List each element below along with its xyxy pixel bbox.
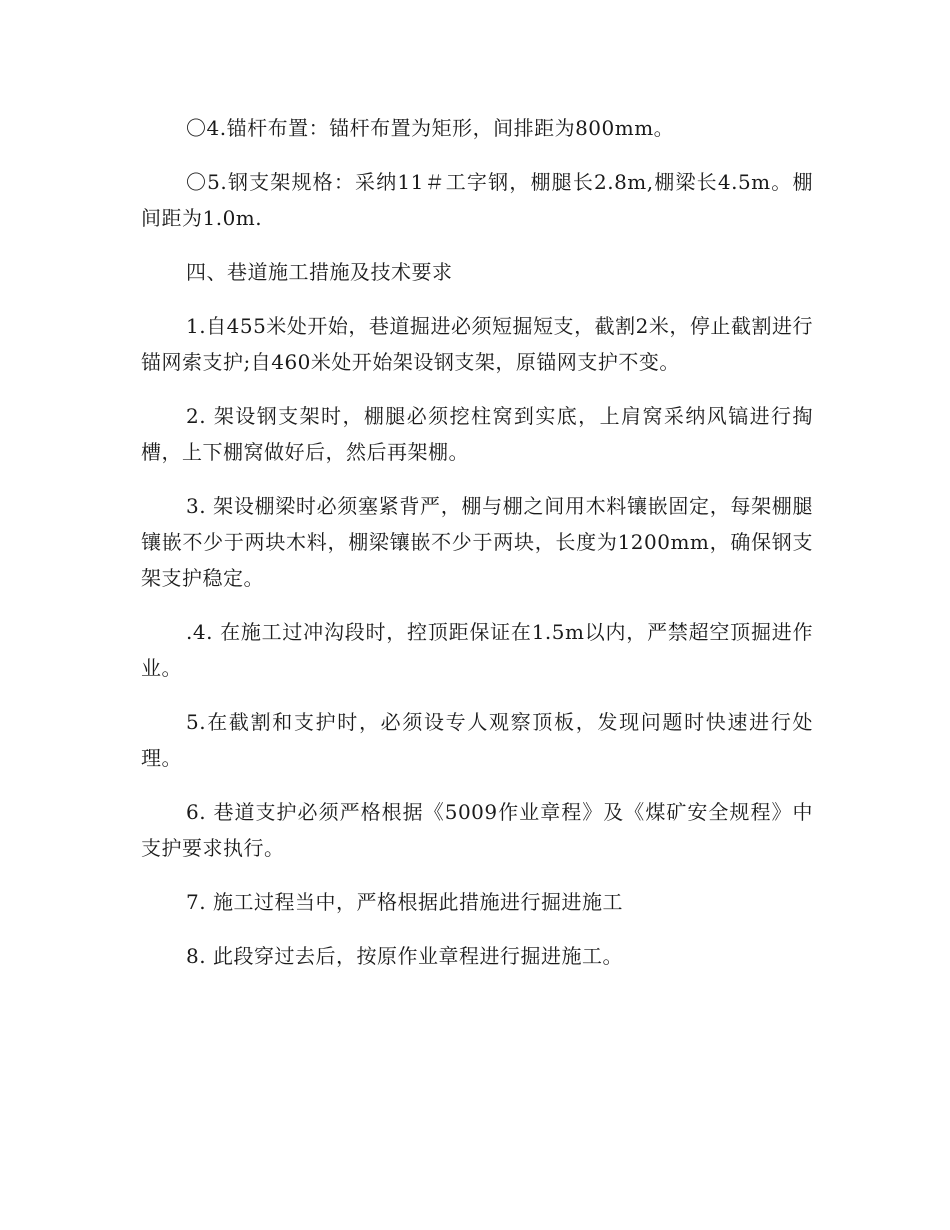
section-heading: 四、巷道施工措施及技术要求 [186,260,453,284]
measure-2: 2. 架设钢支架时，棚腿必须挖柱窝到实底，上肩窝采纳风镐进行掏槽，上下棚窝做好后，然后再架棚。 [141,404,813,464]
measure-1: 1.自455米处开始，巷道掘进必须短掘短支，截割2米，停止截割进行锚网索支护;自460米处开始架设钢支架，原锚网支护不变。 [141,314,813,374]
measure-7: 7. 施工过程当中，严格根据此措施进行掘进施工 [186,890,623,914]
measure-4: .4. 在施工过冲沟段时，控顶距保证在1.5m以内，严禁超空顶掘进作业。 [141,620,813,680]
document-body [141,110,813,992]
measure-8: 8. 此段穿过去后，按原作业章程进行掘进施工。 [186,944,623,968]
measure-5: 5.在截割和支护时，必须设专人观察顶板，发现问题时快速进行处理。 [141,710,813,770]
item-steel-support-spec: 〇5.钢支架规格：采纳11＃工字钢，棚腿长2.8m,棚梁长4.5m。棚间距为1.0m. [141,170,813,230]
measure-6: 6. 巷道支护必须严格根据《5009作业章程》及《煤矿安全规程》中支护要求执行。 [141,800,813,860]
measure-3: 3. 架设棚梁时必须塞紧背严，棚与棚之间用木料镶嵌固定，每架棚腿镶嵌不少于两块木料，棚梁镶嵌不少于两块，长度为1200mm，确保钢支架支护稳定。 [141,494,813,590]
item-anchor-layout: 〇4.锚杆布置：锚杆布置为矩形，间排距为800mm。 [186,116,675,140]
